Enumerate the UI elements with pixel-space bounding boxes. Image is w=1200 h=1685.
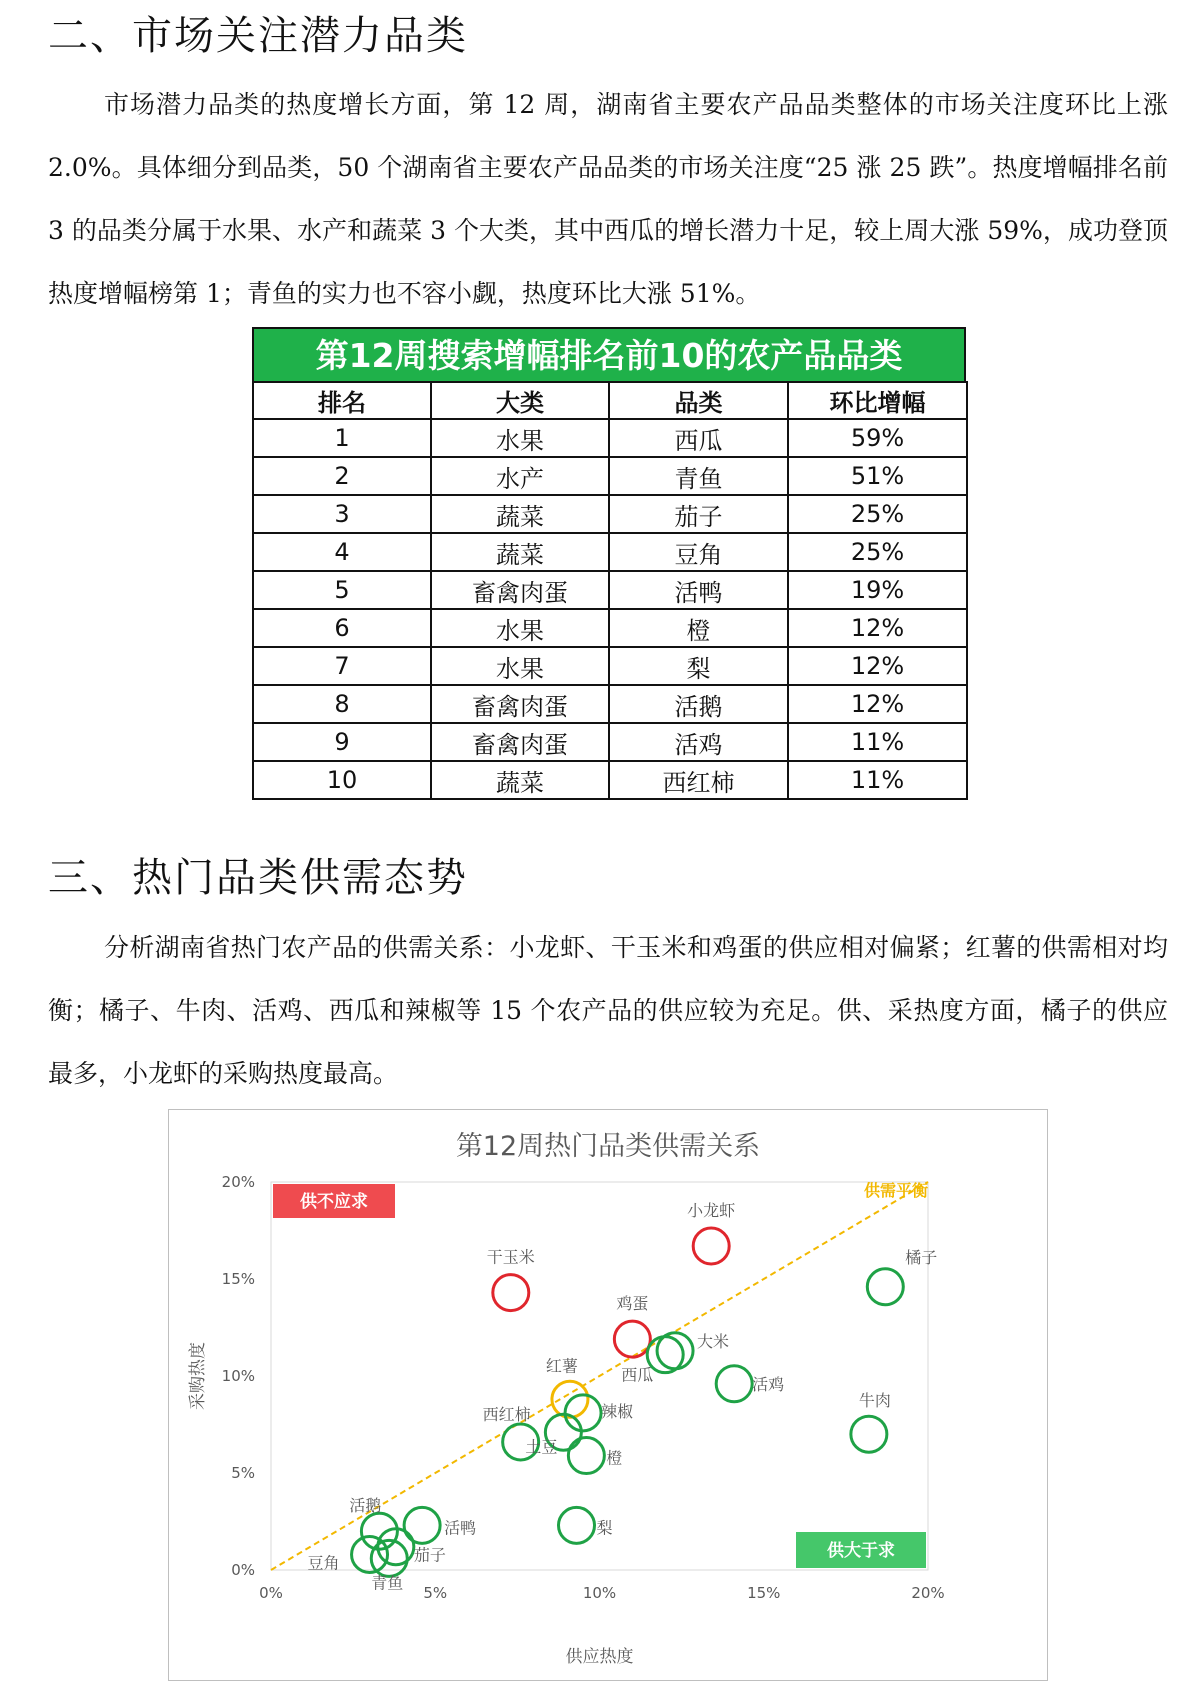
header-growth: 环比增幅 bbox=[788, 382, 967, 419]
cell-category: 畜禽肉蛋 bbox=[431, 685, 609, 723]
ranking-table bbox=[252, 327, 966, 800]
cell-growth: 19% bbox=[788, 571, 967, 609]
chart-title: 第12周热门品类供需关系 bbox=[455, 1131, 761, 1162]
point-marker bbox=[568, 1438, 604, 1474]
point-label: 鸡蛋 bbox=[616, 1294, 649, 1314]
point-marker bbox=[716, 1366, 752, 1402]
badge-oversupply-label: 供大于求 bbox=[827, 1541, 895, 1561]
table-row bbox=[253, 609, 967, 647]
cell-growth: 51% bbox=[788, 457, 967, 495]
header-category: 大类 bbox=[431, 382, 609, 419]
cell-item: 活鸭 bbox=[609, 571, 788, 609]
table-row bbox=[253, 571, 967, 609]
cell-rank: 7 bbox=[253, 647, 431, 685]
cell-rank: 1 bbox=[253, 419, 431, 457]
cell-item: 活鸡 bbox=[609, 723, 788, 761]
cell-rank: 9 bbox=[253, 723, 431, 761]
paragraph-supply-demand: 分析湖南省热门农产品的供需关系：小龙虾、干玉米和鸡蛋的供应相对偏紧；红薯的供需相对均衡；橘子、牛肉、活鸡、西瓜和辣椒等 15 个农产品的供应较为充足。供、采热度方面，橘子的供应最多，小龙虾的采购热度最高。 bbox=[48, 933, 1168, 1088]
cell-growth: 12% bbox=[788, 609, 967, 647]
x-tick-label: 5% bbox=[423, 1584, 448, 1602]
x-tick-label: 0% bbox=[259, 1584, 283, 1602]
point-label: 干玉米 bbox=[486, 1247, 535, 1267]
point-label: 土豆 bbox=[525, 1437, 558, 1457]
x-tick-label: 10% bbox=[582, 1584, 617, 1602]
y-tick-label: 10% bbox=[221, 1367, 255, 1385]
cell-growth: 11% bbox=[788, 723, 967, 761]
point-label: 橙 bbox=[606, 1448, 623, 1468]
cell-item: 活鹅 bbox=[609, 685, 788, 723]
cell-rank: 6 bbox=[253, 609, 431, 647]
point-label: 牛肉 bbox=[858, 1391, 891, 1411]
supply-demand-chart bbox=[168, 1109, 1048, 1681]
cell-rank: 2 bbox=[253, 457, 431, 495]
point-label: 青鱼 bbox=[371, 1573, 404, 1593]
point-label: 梨 bbox=[596, 1518, 613, 1538]
cell-item: 西瓜 bbox=[609, 419, 788, 457]
balance-line-label: 供需平衡 bbox=[863, 1181, 928, 1200]
cell-rank: 10 bbox=[253, 761, 431, 799]
cell-rank: 8 bbox=[253, 685, 431, 723]
x-tick-label: 20% bbox=[911, 1584, 945, 1602]
chart-svg bbox=[169, 1110, 1047, 1680]
point-marker bbox=[693, 1228, 729, 1264]
table-row bbox=[253, 647, 967, 685]
header-rank: 排名 bbox=[253, 382, 431, 419]
cell-category: 畜禽肉蛋 bbox=[431, 571, 609, 609]
cell-growth: 12% bbox=[788, 647, 967, 685]
cell-item: 西红柿 bbox=[609, 761, 788, 799]
table-title: 第12周搜索增幅排名前10的农产品品类 bbox=[252, 327, 966, 381]
cell-category: 水果 bbox=[431, 647, 609, 685]
table-row bbox=[253, 419, 967, 457]
point-label: 大米 bbox=[697, 1331, 730, 1351]
ranking-table-grid bbox=[252, 381, 968, 800]
cell-growth: 59% bbox=[788, 419, 967, 457]
point-label: 橘子 bbox=[905, 1247, 938, 1267]
point-marker bbox=[404, 1507, 440, 1543]
cell-item: 橙 bbox=[609, 609, 788, 647]
table-row bbox=[253, 723, 967, 761]
cell-rank: 5 bbox=[253, 571, 431, 609]
point-label: 活鸡 bbox=[752, 1374, 785, 1394]
y-tick-label: 20% bbox=[221, 1173, 255, 1191]
cell-category: 水果 bbox=[431, 419, 609, 457]
table-row bbox=[253, 457, 967, 495]
point-label: 茄子 bbox=[413, 1545, 446, 1565]
badge-oversupply bbox=[796, 1532, 926, 1568]
cell-category: 水产 bbox=[431, 457, 609, 495]
cell-item: 梨 bbox=[609, 647, 788, 685]
point-label: 西红柿 bbox=[482, 1404, 531, 1424]
table-header-row bbox=[253, 382, 967, 419]
badge-short-supply-label: 供不应求 bbox=[300, 1192, 368, 1212]
y-axis-label: 采购热度 bbox=[188, 1342, 208, 1410]
cell-category: 蔬菜 bbox=[431, 533, 609, 571]
cell-item: 豆角 bbox=[609, 533, 788, 571]
cell-category: 蔬菜 bbox=[431, 761, 609, 799]
header-item: 品类 bbox=[609, 382, 788, 419]
y-tick-label: 5% bbox=[231, 1464, 255, 1482]
x-axis-label: 供应热度 bbox=[565, 1647, 634, 1667]
y-tick-label: 15% bbox=[221, 1270, 255, 1288]
point-marker bbox=[493, 1275, 529, 1311]
cell-item: 茄子 bbox=[609, 495, 788, 533]
section-heading-market-potential: 二、市场关注潜力品类 bbox=[48, 13, 468, 59]
paragraph-market-potential: 市场潜力品类的热度增长方面，第 12 周，湖南省主要农产品品类整体的市场关注度环比上涨 2.0%。具体细分到品类，50 个湖南省主要农产品品类的市场关注度“25 涨 25 跌”。热度增幅排名前 3 的品类分属于水果、水产和蔬菜 3 个大类，其中西瓜的增长潜力十足，较上周大涨 59%，成功登顶热度增幅榜第 1；青鱼的实力也不容小觑，热度环比大涨 51%。 bbox=[48, 90, 1168, 308]
point-label: 活鸭 bbox=[444, 1518, 477, 1538]
cell-category: 水果 bbox=[431, 609, 609, 647]
point-marker bbox=[614, 1321, 650, 1357]
table-row bbox=[253, 533, 967, 571]
cell-growth: 12% bbox=[788, 685, 967, 723]
x-tick-label: 15% bbox=[747, 1584, 781, 1602]
table-row bbox=[253, 495, 967, 533]
cell-growth: 25% bbox=[788, 495, 967, 533]
cell-growth: 11% bbox=[788, 761, 967, 799]
point-marker bbox=[851, 1416, 887, 1452]
cell-rank: 4 bbox=[253, 533, 431, 571]
point-label: 豆角 bbox=[307, 1553, 340, 1573]
point-label: 红薯 bbox=[545, 1356, 578, 1376]
table-row bbox=[253, 761, 967, 799]
point-label: 活鹅 bbox=[349, 1496, 382, 1516]
cell-growth: 25% bbox=[788, 533, 967, 571]
cell-category: 畜禽肉蛋 bbox=[431, 723, 609, 761]
point-label: 辣椒 bbox=[601, 1401, 634, 1421]
section-heading-supply-demand: 三、热门品类供需态势 bbox=[48, 855, 468, 901]
y-tick-label: 0% bbox=[231, 1561, 255, 1579]
point-marker bbox=[559, 1507, 595, 1543]
cell-rank: 3 bbox=[253, 495, 431, 533]
cell-item: 青鱼 bbox=[609, 457, 788, 495]
table-row bbox=[253, 685, 967, 723]
badge-short-supply bbox=[273, 1184, 395, 1218]
point-label: 西瓜 bbox=[621, 1365, 654, 1385]
point-marker bbox=[867, 1269, 903, 1305]
point-label: 小龙虾 bbox=[687, 1201, 736, 1221]
cell-category: 蔬菜 bbox=[431, 495, 609, 533]
